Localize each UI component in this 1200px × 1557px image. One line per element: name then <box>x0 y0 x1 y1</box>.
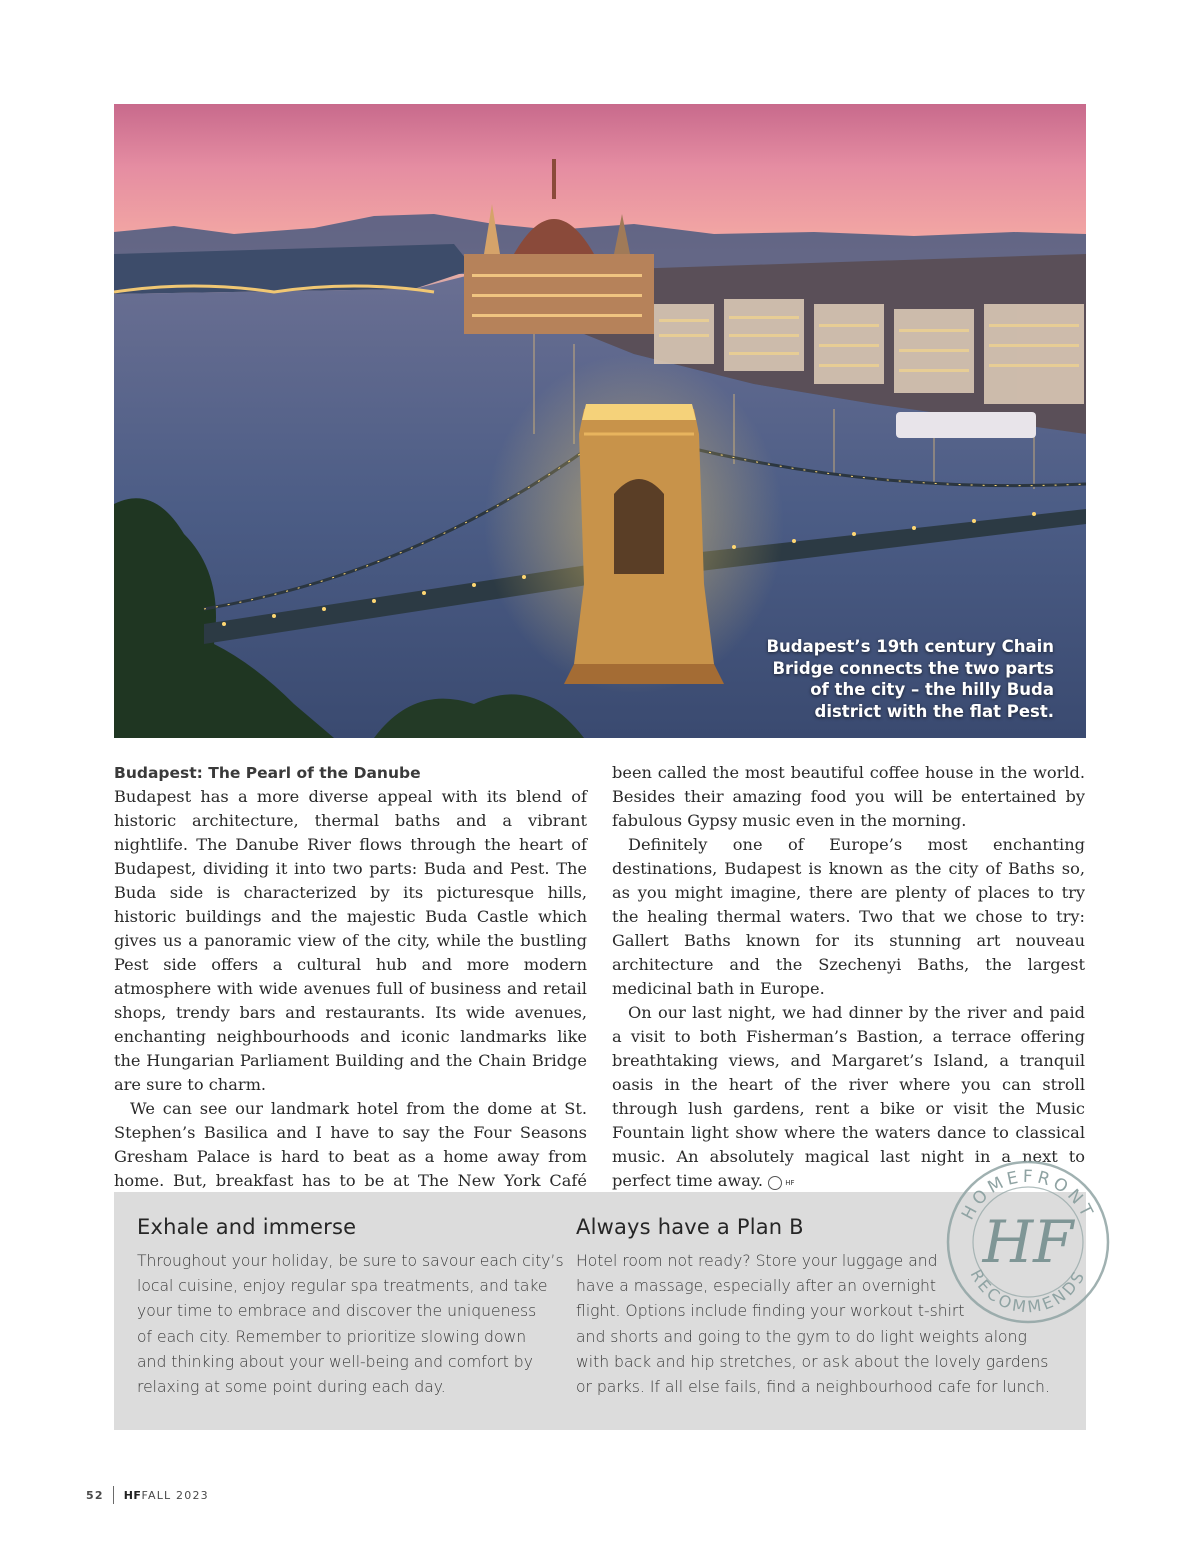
tip-line: relaxing at some point during each day. <box>137 1378 446 1397</box>
page-footer <box>86 1486 209 1504</box>
magazine-issue: FALL 2023 <box>141 1488 209 1502</box>
homefront-recommends-stamp <box>944 1158 1112 1326</box>
stamp-bottom-text: RECOMMENDS <box>966 1266 1090 1317</box>
article-paragraph-text: On our last night, we had dinner by the river and paid a visit to both Fisherman’s Bastion, a terrace offering breathtaking views, and Margaret’s Island, a tranquil oasis in the heart of the river where you can stroll through lush gardens, rent a bike or visit the Music Fountain light show where the waters dance to classical music. An absolutely magical last night in a next to perfect time away. <box>612 1003 1085 1190</box>
tip-line: have a massage, especially after an overnight <box>576 1277 936 1296</box>
hero-photo <box>114 104 1086 738</box>
tip-line: or parks. If all else fails, find a neighbourhood cafe for lunch. <box>576 1378 1050 1397</box>
tip-title: Exhale and immerse <box>137 1215 357 1239</box>
tip-title: Always have a Plan B <box>576 1215 804 1239</box>
stamp-monogram: HF <box>982 1208 1074 1276</box>
article-column-right <box>612 761 1085 1217</box>
page-number: 52 <box>86 1488 104 1502</box>
tip-line: with back and hip stretches, or ask about the lovely gardens <box>576 1352 1049 1371</box>
tip-line: of each city. Remember to prioritize slowing down <box>137 1327 527 1346</box>
tip-line: flight. Options include finding your workout t-shirt <box>576 1302 965 1321</box>
tips-panel <box>114 1192 1086 1430</box>
article-paragraph: been called the most beautiful coffee house in the world. Besides their amazing food you will be entertained by fabulous Gypsy music even in the morning. <box>612 763 1085 830</box>
section-heading: Budapest: The Pearl of the Danube <box>114 764 421 782</box>
article-paragraph: We can see our landmark hotel from the dome at St. Stephen’s Basilica and I have to say the Four Seasons Gresham Palace is hard to beat as a home away from home. But, breakfast has to be at The New York Café <box>114 1099 587 1190</box>
article-paragraph: Budapest has a more diverse appeal with its blend of historic architecture, thermal baths and a vibrant nightlife. The Danube River flows through the heart of Budapest, dividing it into two parts: Buda and Pest. The Buda side is characterized by its picturesque hills, historic buildings and the majestic Buda Castle which gives us a panoramic view of the city, while the bustling Pest side offers a cultural hub and more modern atmosphere with wide avenues full of business and retail shops, trendy bars and restaurants. Its wide avenues, enchanting neighbourhoods and iconic landmarks like the Hungarian Parliament Building and the Chain Bridge are sure to charm. <box>114 787 587 1094</box>
tip-line: and shorts and going to the gym to do light weights along <box>576 1327 1027 1346</box>
tip-line: your time to embrace and discover the uniqueness <box>137 1302 537 1321</box>
footer-divider <box>113 1486 114 1504</box>
tip-line: and thinking about your well-being and comfort by <box>137 1352 533 1371</box>
tip-line: Throughout your holiday, be sure to savour each city’s <box>137 1252 564 1270</box>
tip-line: Hotel room not ready? Store your luggage and <box>576 1252 938 1270</box>
article-column-left <box>114 761 587 1217</box>
tip-line: local cuisine, enjoy regular spa treatments, and take <box>137 1277 548 1296</box>
end-mark-icon: HF <box>768 1176 782 1190</box>
photo-caption: Budapest’s 19th century Chain Bridge connects the two parts of the city – the hilly Buda district with the flat Pest. <box>766 637 1054 721</box>
tip-exhale-and-immerse <box>137 1212 562 1400</box>
article-paragraph: Definitely one of Europe’s most enchanting destinations, Budapest is known as the city of Baths so, as you might imagine, there are plenty of places to try the healing thermal waters. Two that we chose to try: Gallert Baths known for its stunning art nouveau architecture and the Szechenyi Baths, the largest medicinal bath in Europe. <box>612 835 1085 998</box>
stamp-top-text: HOMEFRONT <box>957 1166 1099 1224</box>
magazine-brand: HF <box>123 1488 142 1502</box>
